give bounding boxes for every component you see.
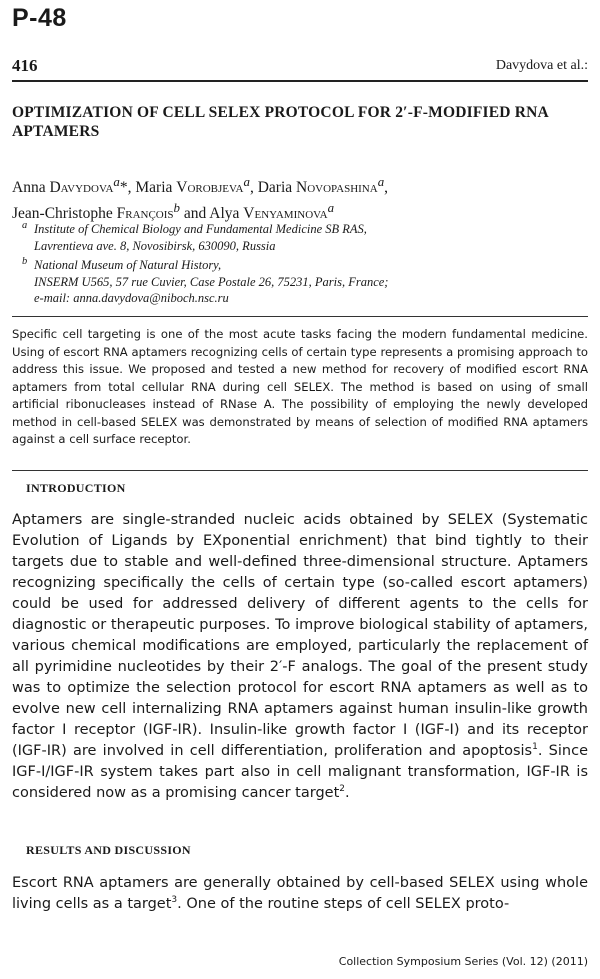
contact-email: e-mail: anna.davydova@niboch.nsc.ru <box>34 291 229 306</box>
author-3: Daria Novopashina$^a$, <box>257 174 389 197</box>
abstract: Specific cell targeting is one of the most acute tasks facing the modern fundamental medicine. Using of escort RNA aptamers recognizing cells of certain type represents a promising approach to address this issue. We proposed and tested a new method for recovery of modified escort RNA aptamers from total cellular RNA during cell SELEX. The method is based on using of small artificial ribonucleases instead of RNase A. The possibility of employing the newly developed method in cell-based SELEX was demonstrated by means of selection of modified RNA aptamers against a cell surface receptor. <box>12 327 588 446</box>
affiliations <box>22 218 588 307</box>
introduction-text: Aptamers are single-stranded nucleic acids obtained by SELEX (Systematic Evolution of Ligands by EXponential enrichment) that bind tightly to their targets due to stable and well-defined three-dimensional structure. Aptamers recognizing specifically the cells of certain type (so-called escort aptamers) could be used for addressed delivery of different agents to the cells for diagnostic or therapeutic purposes. To improve biological stability of aptamers, various chemical modifications are employed, particularly the replacement of all pyrimidine nucleotides by their 2′-F analogs. The goal of the present study was to optimize the selection protocol for escort RNA aptamers as well as to evolve new cell internalizing RNA aptamers against human insulin-like growth factor I receptor (IGF-IR). Insulin-like growth factor I (IGF-I) and its receptor (IGF-IR) are involved in cell differentiation, proliferation and apoptosis$^1$. Since IGF-I/IGF-IR system takes part also in cell malignant transformation, IGF-IR is considered now as a promising cancer target$^2$. <box>12 512 588 801</box>
running-head: Davydova et al.: <box>495 58 588 73</box>
author-4: Jean-Christophe François$^b$ and <box>12 200 210 223</box>
author-5: Alya Venyaminova$^a$ <box>209 200 335 223</box>
running-header <box>12 56 588 80</box>
paper-title: OPTIMIZATION OF CELL SELEX PROTOCOL FOR 2′-F-MODIFIED RNA APTAMERS <box>12 104 549 140</box>
poster-id: P-48 <box>12 4 67 32</box>
abstract-top-rule <box>12 316 588 317</box>
results-text: Escort RNA aptamers are generally obtained by cell-based SELEX using whole living cells as a target$^3$. One of the routine steps of cell SELEX proto- <box>12 875 588 912</box>
abstract-bottom-rule <box>12 470 588 471</box>
author-1: Anna Davydova$^a$*, <box>12 174 136 197</box>
author-list <box>12 172 588 224</box>
section-heading-results: RESULTS AND DISCUSSION <box>26 843 191 857</box>
affiliation-b: $^b$ National Museum of Natural History, INSERM U565, 57 rue Cuvier, Case Postale 26, 75231, Paris, France; e-mail: anna.davydova@niboch.nsc.ru <box>22 256 389 306</box>
affiliation-a: $^a$ Institute of Chemical Biology and Fundamental Medicine SB RAS, Lavrentieva ave. 8, Novosibirsk, 630090, Russia <box>22 220 367 253</box>
author-2: Maria Vorobjeva$^a$, <box>135 174 258 197</box>
page-number: 416 <box>12 56 38 75</box>
ref-1: 1 <box>532 742 538 753</box>
section-heading-introduction: INTRODUCTION <box>26 481 126 495</box>
footer-series: Collection Symposium Series (Vol. 12) (2011) <box>338 955 588 968</box>
header-rule <box>12 80 588 82</box>
ref-2: 2 <box>339 784 345 795</box>
ref-3: 3 <box>171 895 178 906</box>
